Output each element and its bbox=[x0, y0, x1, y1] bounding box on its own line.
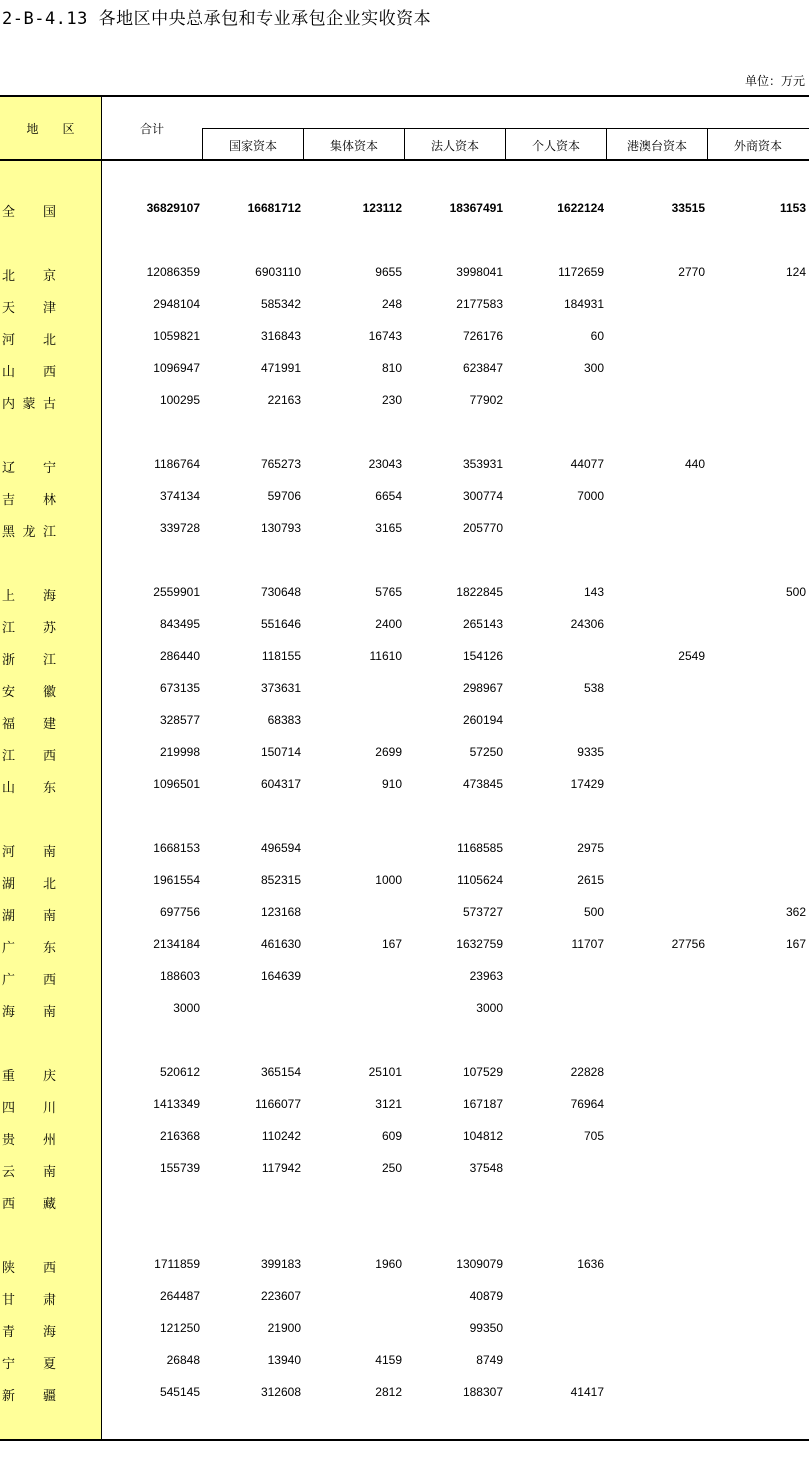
table-cell: 374134 bbox=[159, 489, 200, 503]
table-cell: 110242 bbox=[261, 1129, 301, 1143]
table-cell: 22828 bbox=[570, 1065, 604, 1079]
table-cell: 188603 bbox=[159, 969, 200, 983]
table-cell: 16681712 bbox=[247, 201, 301, 215]
region-name: 海 南 bbox=[2, 1005, 56, 1020]
table-cell: 16743 bbox=[368, 329, 402, 343]
table-cell: 551646 bbox=[260, 617, 301, 631]
region-name: 湖 南 bbox=[2, 909, 56, 924]
table-cell: 7000 bbox=[577, 489, 604, 503]
table-cell: 673135 bbox=[159, 681, 200, 695]
table-cell: 36829107 bbox=[146, 201, 200, 215]
table-cell: 1668153 bbox=[153, 841, 200, 855]
table-cell: 520612 bbox=[159, 1065, 200, 1079]
table-cell: 12086359 bbox=[146, 265, 200, 279]
table-cell: 37548 bbox=[469, 1161, 503, 1175]
table-cell: 2549 bbox=[678, 649, 705, 663]
region-name: 重 庆 bbox=[2, 1069, 56, 1084]
table-cell: 1622124 bbox=[557, 201, 604, 215]
table-cell: 312608 bbox=[260, 1385, 301, 1399]
region-name: 山 东 bbox=[2, 781, 56, 796]
table-cell: 500 bbox=[785, 585, 806, 599]
table-cell: 117942 bbox=[261, 1161, 301, 1175]
table-cell: 328577 bbox=[159, 713, 200, 727]
table-cell: 18367491 bbox=[449, 201, 503, 215]
table-cell: 59706 bbox=[267, 489, 301, 503]
region-name: 湖 北 bbox=[2, 877, 56, 892]
table-cell: 1168585 bbox=[457, 841, 503, 855]
table-cell: 6903110 bbox=[255, 265, 301, 279]
table-cell: 11707 bbox=[571, 937, 604, 951]
table-cell: 167187 bbox=[462, 1097, 503, 1111]
table-cell: 223607 bbox=[260, 1289, 301, 1303]
table-cell: 60 bbox=[590, 329, 604, 343]
table-cell: 248 bbox=[381, 297, 402, 311]
table-cell: 23963 bbox=[469, 969, 503, 983]
table-cell: 573727 bbox=[462, 905, 503, 919]
table-cell: 604317 bbox=[260, 777, 301, 791]
region-name: 北 京 bbox=[2, 269, 56, 284]
table-cell: 2559901 bbox=[153, 585, 200, 599]
region-name: 宁 夏 bbox=[2, 1357, 56, 1372]
table-cell: 1096501 bbox=[153, 777, 200, 791]
table-cell: 496594 bbox=[260, 841, 301, 855]
table-cell: 1822845 bbox=[456, 585, 503, 599]
table-bottom-rule bbox=[0, 1439, 809, 1441]
table-cell: 205770 bbox=[462, 521, 503, 535]
region-name: 甘 肃 bbox=[2, 1293, 56, 1308]
table-cell: 399183 bbox=[260, 1257, 301, 1271]
table-cell: 4159 bbox=[375, 1353, 402, 1367]
header-region: 地 区 bbox=[26, 122, 75, 136]
region-name: 云 南 bbox=[2, 1165, 56, 1180]
table-cell: 726176 bbox=[462, 329, 503, 343]
table-cell: 40879 bbox=[469, 1289, 503, 1303]
table-top-rule bbox=[0, 95, 809, 97]
table-cell: 2615 bbox=[577, 873, 604, 887]
region-name: 广 西 bbox=[2, 973, 56, 988]
table-cell: 843495 bbox=[159, 617, 200, 631]
table-cell: 298967 bbox=[462, 681, 503, 695]
table-cell: 3165 bbox=[375, 521, 402, 535]
table-cell: 2948104 bbox=[153, 297, 200, 311]
region-name: 广 东 bbox=[2, 941, 56, 956]
table-cell: 118155 bbox=[261, 649, 301, 663]
table-cell: 2770 bbox=[678, 265, 705, 279]
table-cell: 1636 bbox=[577, 1257, 604, 1271]
table-cell: 316843 bbox=[260, 329, 301, 343]
region-name: 青 海 bbox=[2, 1325, 56, 1340]
table-cell: 3121 bbox=[375, 1097, 402, 1111]
table-cell: 8749 bbox=[476, 1353, 503, 1367]
region-name: 新 疆 bbox=[2, 1389, 56, 1404]
table-cell: 25101 bbox=[368, 1065, 402, 1079]
table-cell: 362 bbox=[785, 905, 806, 919]
table-cell: 265143 bbox=[462, 617, 503, 631]
region-name: 江 西 bbox=[2, 749, 56, 764]
table-cell: 852315 bbox=[260, 873, 301, 887]
table-cell: 1961554 bbox=[153, 873, 200, 887]
table-cell: 2975 bbox=[577, 841, 604, 855]
region-name: 天 津 bbox=[2, 301, 56, 316]
table-cell: 353931 bbox=[462, 457, 503, 471]
table-cell: 9335 bbox=[577, 745, 604, 759]
table-cell: 27756 bbox=[671, 937, 705, 951]
table-cell: 810 bbox=[381, 361, 402, 375]
table-cell: 33515 bbox=[671, 201, 705, 215]
table-cell: 150714 bbox=[260, 745, 301, 759]
table-cell: 107529 bbox=[462, 1065, 503, 1079]
table-cell: 1000 bbox=[375, 873, 402, 887]
table-cell: 167 bbox=[785, 937, 806, 951]
table-cell: 11610 bbox=[369, 649, 402, 663]
region-column-divider bbox=[101, 97, 102, 1439]
table-cell: 123112 bbox=[362, 201, 402, 215]
table-cell: 250 bbox=[381, 1161, 402, 1175]
table-cell: 1960 bbox=[375, 1257, 402, 1271]
table-cell: 2134184 bbox=[153, 937, 200, 951]
table-cell: 765273 bbox=[260, 457, 301, 471]
region-name: 浙 江 bbox=[2, 653, 56, 668]
table-cell: 2699 bbox=[375, 745, 402, 759]
table-cell: 339728 bbox=[159, 521, 200, 535]
table-cell: 538 bbox=[583, 681, 604, 695]
page-title: 2-B-4.13 各地区中央总承包和专业承包企业实收资本 bbox=[2, 9, 432, 29]
header-personal-capital: 个人资本 bbox=[531, 139, 580, 153]
table-cell: 910 bbox=[381, 777, 402, 791]
table-cell: 68383 bbox=[267, 713, 301, 727]
table-cell: 104812 bbox=[462, 1129, 503, 1143]
table-cell: 121250 bbox=[159, 1321, 200, 1335]
header-total: 合计 bbox=[139, 122, 164, 136]
table-cell: 44077 bbox=[570, 457, 604, 471]
table-cell: 730648 bbox=[260, 585, 301, 599]
region-name: 陕 西 bbox=[2, 1261, 56, 1276]
header-hk-macao-taiwan-capital: 港澳台资本 bbox=[626, 139, 687, 153]
table-cell: 440 bbox=[684, 457, 705, 471]
table-cell: 1166077 bbox=[255, 1097, 301, 1111]
table-cell: 219998 bbox=[159, 745, 200, 759]
table-cell: 216368 bbox=[159, 1129, 200, 1143]
region-name: 吉 林 bbox=[2, 493, 56, 508]
table-cell: 473845 bbox=[462, 777, 503, 791]
table-cell: 155739 bbox=[159, 1161, 200, 1175]
table-cell: 230 bbox=[381, 393, 402, 407]
table-cell: 3000 bbox=[173, 1001, 200, 1015]
table-cell: 1153 bbox=[779, 201, 806, 215]
header-bottom-rule bbox=[0, 159, 809, 161]
region-name: 黑 龙 江 bbox=[2, 525, 56, 540]
header-foreign-capital: 外商资本 bbox=[733, 139, 782, 153]
table-cell: 167 bbox=[381, 937, 402, 951]
table-cell: 22163 bbox=[267, 393, 301, 407]
table-cell: 697756 bbox=[159, 905, 200, 919]
region-name: 贵 州 bbox=[2, 1133, 56, 1148]
table-cell: 1172659 bbox=[558, 265, 604, 279]
table-cell: 2400 bbox=[375, 617, 402, 631]
region-name: 四 川 bbox=[2, 1101, 56, 1116]
table-cell: 373631 bbox=[260, 681, 301, 695]
table-cell: 5765 bbox=[375, 585, 402, 599]
table-cell: 143 bbox=[583, 585, 604, 599]
table-cell: 26848 bbox=[166, 1353, 200, 1367]
table-cell: 99350 bbox=[469, 1321, 503, 1335]
region-name: 全 国 bbox=[2, 205, 56, 220]
region-name: 山 西 bbox=[2, 365, 56, 380]
table-cell: 260194 bbox=[462, 713, 503, 727]
table-cell: 545145 bbox=[159, 1385, 200, 1399]
table-cell: 3000 bbox=[476, 1001, 503, 1015]
table-cell: 300774 bbox=[462, 489, 503, 503]
region-name: 西 藏 bbox=[2, 1197, 56, 1212]
table-cell: 100295 bbox=[159, 393, 200, 407]
table-cell: 13940 bbox=[267, 1353, 301, 1367]
table-cell: 1105624 bbox=[457, 873, 503, 887]
table-cell: 705 bbox=[583, 1129, 604, 1143]
table-cell: 184931 bbox=[563, 297, 604, 311]
table-cell: 1711859 bbox=[154, 1257, 200, 1271]
table-cell: 585342 bbox=[260, 297, 301, 311]
table-cell: 500 bbox=[583, 905, 604, 919]
table-cell: 57250 bbox=[469, 745, 503, 759]
region-name: 上 海 bbox=[2, 589, 56, 604]
table-cell: 23043 bbox=[368, 457, 402, 471]
table-cell: 123168 bbox=[260, 905, 301, 919]
unit-label: 单位：万元 bbox=[744, 74, 805, 88]
table-cell: 41417 bbox=[570, 1385, 604, 1399]
region-name: 辽 宁 bbox=[2, 461, 56, 476]
table-cell: 471991 bbox=[260, 361, 301, 375]
table-cell: 1309079 bbox=[456, 1257, 503, 1271]
table-cell: 124 bbox=[785, 265, 806, 279]
table-cell: 9655 bbox=[375, 265, 402, 279]
table-cell: 1413349 bbox=[153, 1097, 200, 1111]
table-cell: 77902 bbox=[469, 393, 503, 407]
table-cell: 623847 bbox=[462, 361, 503, 375]
table-cell: 6654 bbox=[375, 489, 402, 503]
region-name: 河 南 bbox=[2, 845, 56, 860]
table-cell: 461630 bbox=[260, 937, 301, 951]
table-cell: 76964 bbox=[570, 1097, 604, 1111]
header-state-capital: 国家资本 bbox=[228, 139, 277, 153]
table-cell: 1186764 bbox=[154, 457, 200, 471]
table-cell: 24306 bbox=[570, 617, 604, 631]
table-cell: 17429 bbox=[570, 777, 604, 791]
table-cell: 1632759 bbox=[456, 937, 503, 951]
table-cell: 286440 bbox=[159, 649, 200, 663]
region-name: 河 北 bbox=[2, 333, 56, 348]
region-name: 福 建 bbox=[2, 717, 56, 732]
header-collective-capital: 集体资本 bbox=[329, 139, 378, 153]
table-cell: 2177583 bbox=[456, 297, 503, 311]
table-cell: 154126 bbox=[462, 649, 503, 663]
header-legal-person-capital: 法人资本 bbox=[430, 139, 479, 153]
table-cell: 1059821 bbox=[153, 329, 200, 343]
region-name: 内 蒙 古 bbox=[2, 397, 56, 412]
table-cell: 188307 bbox=[462, 1385, 503, 1399]
region-name: 江 苏 bbox=[2, 621, 56, 636]
table-cell: 164639 bbox=[260, 969, 301, 983]
table-cell: 1096947 bbox=[153, 361, 200, 375]
table-cell: 300 bbox=[583, 361, 604, 375]
table-cell: 3998041 bbox=[456, 265, 503, 279]
region-name: 安 徽 bbox=[2, 685, 56, 700]
table-cell: 130793 bbox=[260, 521, 301, 535]
table-cell: 365154 bbox=[260, 1065, 301, 1079]
table-cell: 609 bbox=[381, 1129, 402, 1143]
table-cell: 264487 bbox=[159, 1289, 200, 1303]
table-cell: 2812 bbox=[375, 1385, 402, 1399]
table-cell: 21900 bbox=[267, 1321, 301, 1335]
